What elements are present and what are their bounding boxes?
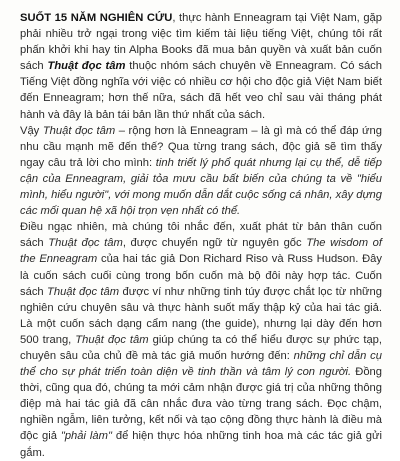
text-run: "phải làm" bbox=[60, 430, 112, 443]
paragraph-p2 bbox=[20, 123, 382, 220]
text-run: những chỉ dẫn cụ thể cho sự phát triển toàn diện về tinh thần và tâm lý con người. bbox=[20, 349, 382, 379]
paragraph-p1 bbox=[20, 10, 382, 123]
text-run: , thực hành Enneagram tại Việt Nam, gặp phải nhiều trở ngại trong việc tìm kiếm tài liệu tiếng Việt, chúng tôi rất phấn khởi khi hay tin Alpha Books đã mua bản quyền và xuất bản cuốn sách bbox=[20, 12, 383, 73]
text-run: SUỐT 15 NĂM NGHIÊN CỨU bbox=[20, 12, 173, 24]
text-run: Vậy bbox=[20, 124, 43, 137]
body-text bbox=[20, 10, 382, 461]
text-run: , được chuyển ngữ từ nguyên gốc bbox=[122, 237, 307, 250]
text-run: Điều ngạc nhiên, mà chúng tôi nhắc đến, xuất phát từ bản thân cuốn sách bbox=[20, 221, 382, 250]
text-run: để hiện thực hóa những tinh hoa mà các tác giả gửi gắm. bbox=[20, 430, 383, 459]
text-run: được ví như những tinh túy được chắt lọc từ những nghiên cứu chuyên sâu và thực hành suốt mấy thập kỷ của hai tác giả. Là một cuốn sách dạng cẩm nang (the guide), nhưng lại dày đến hơn 500 trang, bbox=[20, 285, 382, 346]
text-run: Thuật đọc tâm bbox=[75, 333, 149, 346]
text-run: của hai tác giả Don Richard Riso và Russ Hudson. Đây là cuốn sách cuối cùng trong bốn cuốn mà bộ đôi này hợp tác. Cuốn sách bbox=[20, 253, 382, 298]
text-run: Thuật đọc tâm bbox=[48, 237, 123, 250]
text-run: thuộc nhóm sách chuyên về Enneagram. Có sách Tiếng Việt đồng nghĩa với việc có nhiều cơ hội cho độc giả Việt Nam biết đến Enneagram; hơn thế nữa, sách đã hết veo chỉ sau vài tháng phát hành và đây là bản tái bản lần thứ nhất của sách. bbox=[20, 60, 382, 121]
text-run: giúp chúng ta có thể hiểu được sự phức tạp, chuyên sâu của chủ đề mà tác giả muốn hướng đến: bbox=[20, 333, 382, 362]
text-run: tinh triết lý phổ quát nhưng lại cụ thể, dễ tiếp cận của Enneagram, giải tỏa mưu cầu bất biến của chúng ta về "hiểu mình, hiểu người", với mong muốn dẫn dắt cuộc sống cá nhân, xây dựng các mối quan hệ xã hội trọn vẹn nhất có thể. bbox=[20, 156, 382, 218]
text-run: Thuật đọc tâm bbox=[42, 124, 116, 137]
text-run: Thuật đọc tâm bbox=[47, 60, 126, 73]
paragraph-p3 bbox=[20, 219, 382, 460]
text-run: The wisdom of the Enneagram bbox=[20, 237, 383, 266]
text-run: Đồng thời, cũng qua đó, chúng ta mới cảm nhận được giá trị của những thông điệp mà hai tác giả đã cân nhắc đưa vào từng trang sách. Đọc chậm, nghiền ngẫm, liên tưởng, kết nối và tạo cộng đồng thực hành là điều mà độc giả bbox=[20, 366, 382, 443]
text-run: – rộng hơn là Enneagram – là gì mà có thể đáp ứng nhu cầu mạnh mẽ đến thế? Qua từng trang sách, độc giả sẽ tìm thấy ngay câu trả lời cho mình: bbox=[20, 124, 382, 169]
text-run: Thuật đọc tâm bbox=[47, 285, 120, 298]
